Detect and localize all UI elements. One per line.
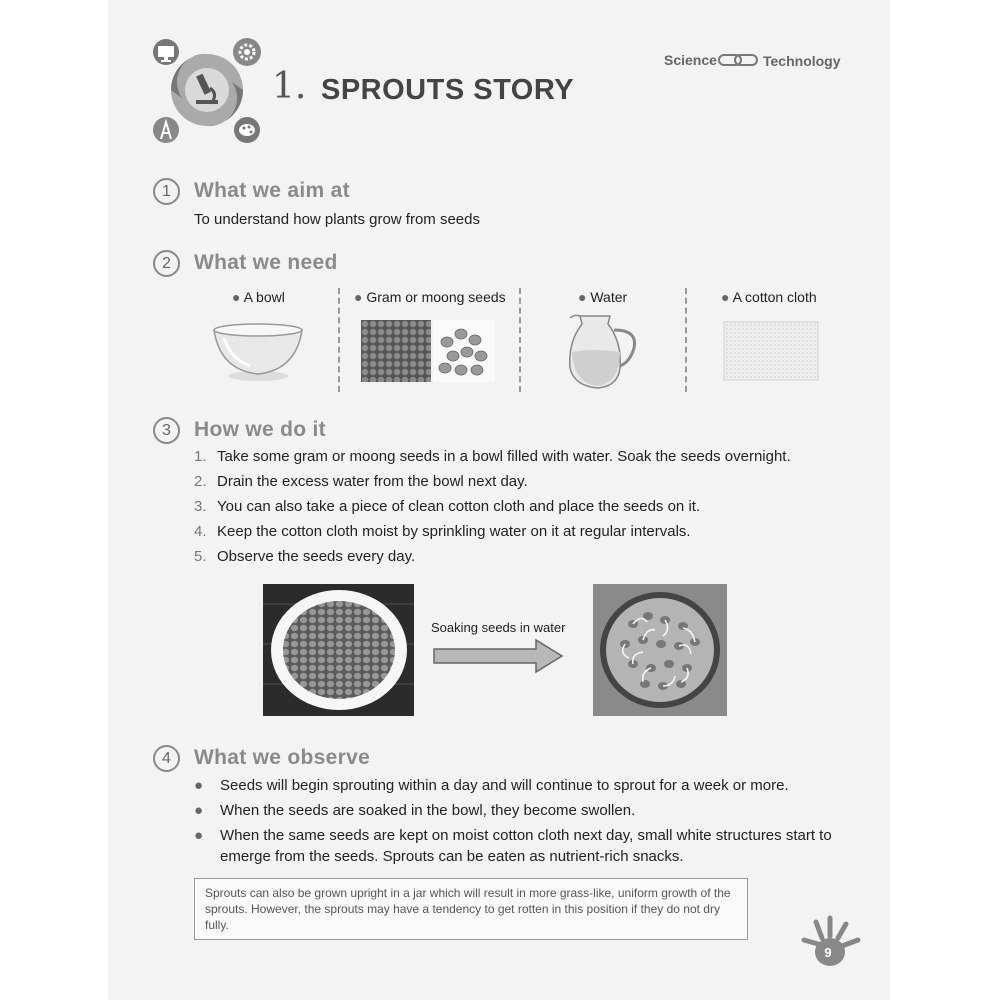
divider bbox=[519, 288, 521, 392]
aim-text: To understand how plants grow from seeds bbox=[194, 211, 480, 228]
bullet-icon: ● bbox=[194, 777, 204, 794]
item-label-bowl: ● A bowl bbox=[232, 289, 285, 305]
palette-icon bbox=[234, 117, 260, 143]
section-number-4: 4 bbox=[153, 745, 180, 772]
section-heading-aim: What we aim at bbox=[194, 179, 350, 202]
item-label-cloth: ● A cotton cloth bbox=[721, 289, 817, 305]
list-item: 1. Take some gram or moong seeds in a bowl filled with water. Soak the seeds overnight. bbox=[194, 448, 791, 465]
chapter-title: SPROUTS STORY bbox=[321, 74, 575, 106]
seeds-image bbox=[361, 320, 495, 382]
microscope-icon bbox=[171, 54, 243, 126]
list-item: 3. You can also take a piece of clean cotton cloth and place the seeds on it. bbox=[194, 498, 701, 515]
link-icon bbox=[718, 53, 758, 67]
chapter-number: 1. bbox=[272, 66, 307, 107]
gear-icon bbox=[233, 38, 261, 66]
note-box: Sprouts can also be grown upright in a jar which will result in more grass-like, uniform growth of the sprouts. However, the sprouts may have a tendency to get rotten in this position if they do not dry fully. bbox=[194, 878, 748, 940]
subject-technology: Technology bbox=[763, 53, 841, 69]
cotton-cloth-image bbox=[722, 320, 820, 382]
section-heading-observe: What we observe bbox=[194, 746, 371, 769]
item-label-water: ● Water bbox=[578, 289, 628, 305]
hand-icon bbox=[800, 914, 862, 970]
section-heading-procedure: How we do it bbox=[194, 418, 326, 441]
compass-icon bbox=[153, 117, 179, 143]
page-number: 9 bbox=[824, 945, 832, 960]
arrow-label: Soaking seeds in water bbox=[431, 620, 566, 635]
bullet-icon: ● bbox=[194, 802, 204, 819]
observation-list bbox=[194, 775, 834, 871]
list-item: ● Seeds will begin sprouting within a day and will continue to sprout for a week or more. bbox=[194, 777, 789, 794]
list-item: 5. Observe the seeds every day. bbox=[194, 548, 416, 565]
divider bbox=[685, 288, 687, 392]
sprouted-seeds-photo bbox=[593, 584, 727, 716]
right-arrow-icon bbox=[432, 638, 564, 674]
soaked-seeds-photo bbox=[263, 584, 414, 716]
monitor-icon bbox=[153, 39, 179, 65]
list-item: 4. Keep the cotton cloth moist by sprinkling water on it at regular intervals. bbox=[194, 523, 691, 540]
section-number-3: 3 bbox=[153, 417, 180, 444]
divider bbox=[338, 288, 340, 392]
section-heading-need: What we need bbox=[194, 251, 338, 274]
item-label-seeds: ● Gram or moong seeds bbox=[354, 289, 506, 305]
list-item: ● When the seeds are soaked in the bowl, they become swollen. bbox=[194, 802, 636, 819]
section-number-1: 1 bbox=[153, 178, 180, 205]
subject-science: Science bbox=[664, 52, 717, 68]
bullet-icon: ● bbox=[194, 827, 204, 844]
list-item: ● When the same seeds are kept on moist cotton cloth next day, small white structures start to emerge from the seeds. Sprouts can be eaten as nutrient-rich snacks. bbox=[194, 827, 832, 865]
chapter-logo bbox=[152, 38, 264, 144]
procedure-steps bbox=[194, 447, 791, 572]
bowl-image bbox=[210, 320, 306, 382]
water-jug-image bbox=[564, 312, 640, 390]
list-item: 2. Drain the excess water from the bowl next day. bbox=[194, 473, 528, 490]
section-number-2: 2 bbox=[153, 250, 180, 277]
